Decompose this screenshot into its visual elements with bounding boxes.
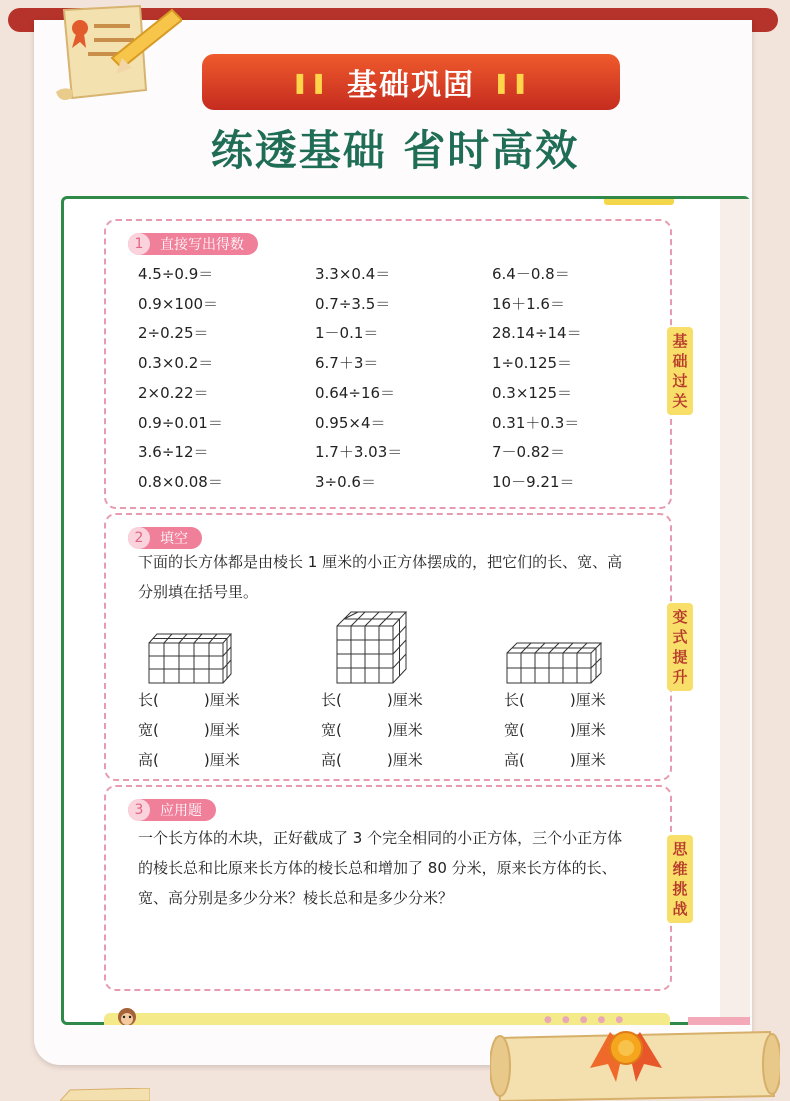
side-tag-char: 战	[672, 900, 688, 918]
small-scroll-icon	[60, 1088, 150, 1101]
calc-problem: 0.64÷16＝	[315, 383, 396, 402]
calc-problem: 0.31＋0.3＝	[492, 413, 580, 432]
calc-problem: 10－9.21＝	[492, 472, 575, 491]
side-tag-char: 关	[672, 392, 688, 410]
length-blank: 长( )厘米	[504, 691, 606, 709]
calc-problem: 0.8×0.08＝	[138, 472, 223, 491]
decorative-dots-icon: ●●●●●	[544, 1015, 634, 1025]
side-tag-char: 升	[672, 668, 688, 686]
side-tag-char: 维	[672, 860, 688, 878]
section-label	[128, 233, 258, 255]
calc-problem: 1.7＋3.03＝	[315, 443, 403, 462]
calc-problem: 1÷0.125＝	[492, 354, 573, 373]
monkey-icon	[114, 1005, 140, 1025]
calc-problem: 2÷0.25＝	[138, 324, 209, 343]
side-tag-char: 过	[672, 372, 688, 390]
worksheet-panel	[61, 196, 750, 1025]
text-line: 下面的长方体都是由棱长 1 厘米的小正方体摆成的，把它们的长、宽、高	[138, 553, 623, 571]
height-blank: 高( )厘米	[138, 751, 240, 769]
height-blank: 高( )厘米	[504, 751, 606, 769]
side-tag-char: 式	[672, 628, 688, 646]
cuboid-figure-3	[506, 641, 602, 685]
banner-quote-right-icon: ❚❚	[493, 70, 531, 94]
certificate-pencil-icon	[42, 0, 182, 108]
side-tag-char: 变	[672, 608, 688, 626]
side-tag-char: 挑	[672, 880, 688, 898]
fill-blank-text	[138, 547, 668, 607]
length-blank: 长( )厘米	[321, 691, 423, 709]
side-tag-basic	[667, 327, 693, 415]
side-tag-char: 础	[672, 352, 688, 370]
word-problem-text	[138, 823, 668, 913]
calc-problem: 3.6÷12＝	[138, 443, 209, 462]
cuboid-figure-1	[148, 629, 232, 685]
page-headline: 练透基础 省时高效	[210, 126, 580, 175]
section-label	[128, 527, 202, 549]
text-line: 宽、高分别是多少分米？棱长总和是多少分米？	[138, 889, 454, 907]
text-line: 一个长方体的木块，正好截成了 3 个完全相同的小正方体，三个小正方体	[138, 829, 623, 847]
calc-problem: 4.5÷0.9＝	[138, 265, 214, 283]
section-banner	[202, 54, 620, 110]
side-tag-char: 思	[672, 840, 688, 858]
section-title: 直接写出得数	[160, 237, 244, 253]
calc-problem: 3÷0.6＝	[315, 472, 376, 491]
scroll-ribbon-icon	[490, 1024, 780, 1101]
top-tab	[604, 199, 674, 205]
length-blank: 长( )厘米	[138, 691, 240, 709]
side-tag-char: 提	[672, 648, 688, 666]
calc-problem: 0.3×125＝	[492, 383, 573, 402]
width-blank: 宽( )厘米	[138, 721, 240, 739]
banner-title: 基础巩固	[347, 68, 475, 103]
text-line: 的棱长总和比原来长方体的棱长总和增加了 80 分米，原来长方体的长、	[138, 859, 617, 877]
calc-problem: 6.4－0.8＝	[492, 265, 570, 283]
calc-problem: 0.95×4＝	[315, 413, 386, 432]
calc-problem: 6.7＋3＝	[315, 354, 379, 373]
section-number: 2	[128, 527, 150, 549]
text-line: 分别填在括号里。	[138, 583, 259, 601]
banner-quote-left-icon: ❚❚	[291, 70, 329, 94]
width-blank: 宽( )厘米	[504, 721, 606, 739]
width-blank: 宽( )厘米	[321, 721, 423, 739]
calc-problem: 0.9×100＝	[138, 294, 219, 313]
calc-problem: 0.3×0.2＝	[138, 354, 214, 373]
side-tag-char: 基	[672, 332, 688, 350]
calc-problem: 0.7÷3.5＝	[315, 294, 391, 313]
calc-problem: 1－0.1＝	[315, 324, 379, 343]
cuboid-figure-2	[336, 611, 408, 685]
side-tag-variation	[667, 603, 693, 691]
section-label	[128, 799, 216, 821]
section-title: 应用题	[160, 803, 202, 819]
panel-side-strip	[720, 199, 750, 1022]
calc-problem: 0.9÷0.01＝	[138, 413, 223, 432]
height-blank: 高( )厘米	[321, 751, 423, 769]
section-number: 3	[128, 799, 150, 821]
section-title: 填空	[160, 531, 188, 547]
calc-problem: 3.3×0.4＝	[315, 265, 391, 283]
calc-problem: 2×0.22＝	[138, 383, 209, 402]
section-number: 1	[128, 233, 150, 255]
side-tag-challenge	[667, 835, 693, 923]
calc-problem: 16＋1.6＝	[492, 294, 565, 313]
calc-problem: 28.14÷14＝	[492, 324, 582, 343]
calc-problem: 7－0.82＝	[492, 443, 565, 462]
